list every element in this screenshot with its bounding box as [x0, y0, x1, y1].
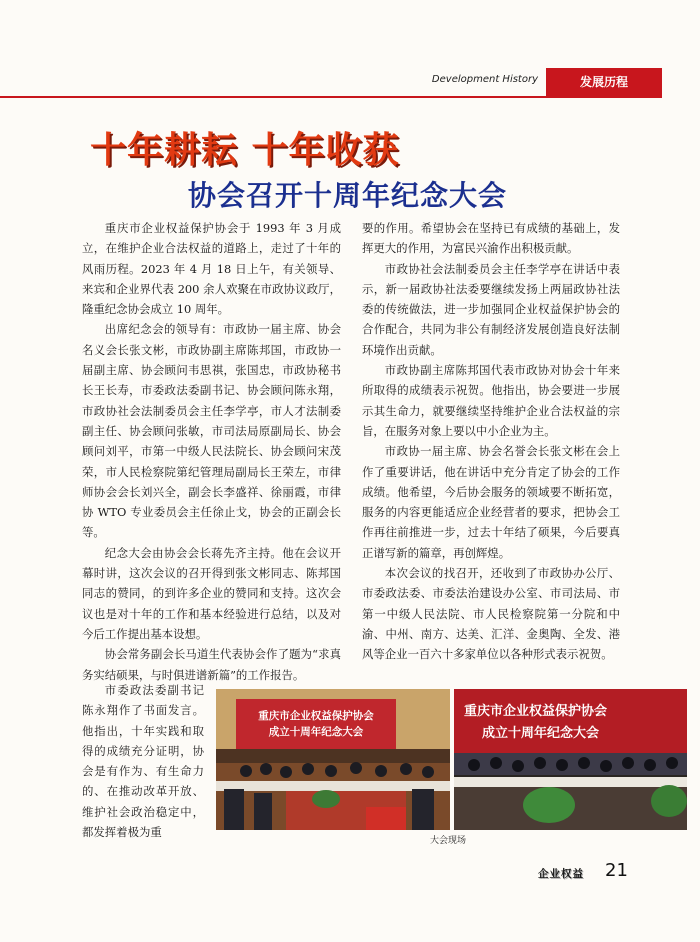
photo-caption: 大会现场 [430, 836, 467, 846]
paragraph: 协会常务副会长马道生代表协会作了题为“求真务实结硕果，与时俱进谱新篇”的工作报告。 [82, 647, 341, 682]
paragraph: 要的作用。希望协会在坚持已有成绩的基础上，发挥更大的作用，为富民兴渝作出积极贡献。 [362, 221, 620, 256]
paragraph: 市委政法委副书记陈永翔作了书面发言。他指出，十年实践和取得的成绩充分证明，协会是有作为、有生命力的、在推动改革开放、维护社会政治稳定中，都发挥着极为重 [82, 683, 204, 840]
left-column [82, 218, 341, 685]
paragraph: 出席纪念会的领导有：市政协一届主席、协会名义会长张文彬，市政协副主席陈邦国，市政协一届副主席、协会顾问韦思祺，张国忠，市政协秘书长王长寿，市委政法委副书记、协会顾问陈永翔，市政协社会法制委员会主任李学亭，市人才法制委副主任、协会顾问张敏，市司法局原副局长、协会顾问刘平，市第一中级人民法院长、协会顾问宋茂荣，市人民检察院第纪管理局副局长王荣左，市律师协会会长刘兴全，副会长李盛祥、徐丽霞，市律协 WTO 专业委员会主任徐止戈，协会的正副会长等。 [82, 322, 341, 540]
page-number: 21 [605, 860, 628, 881]
paragraph: 市政协社会法制委员会主任李学亭在讲话中表示，新一届政协社法委要继续发扬上两届政协社法委的传统做法，进一步加强同企业权益保护协会的合作配合，共同为非公有制经济发展创造良好法制环境作出贡献。 [362, 261, 620, 357]
article-subheadline: 协会召开十周年纪念大会 [188, 179, 508, 212]
magazine-name: 企业权益 [538, 868, 584, 880]
paragraph: 重庆市企业权益保护协会于 1993 年 3 月成立，在维护企业合法权益的道路上，走过了十年的风雨历程。2023 年 4 月 18 日上午，有关领导、来宾和企业界代表 200 余人欢聚在市政协议政厅，隆重纪念协会成立 10 周年。 [82, 221, 341, 317]
meeting-photo-left [216, 689, 450, 830]
paragraph: 市政协副主席陈邦国代表市政协对协会十年来所取得的成绩表示祝贺。他指出，协会要进一步展示其生命力，就要继续坚持维护企业合法权益的宗旨，在服务对象上要以中小企业为主。 [362, 363, 620, 438]
right-column [362, 218, 620, 665]
paragraph: 纪念大会由协会会长蒋先齐主持。他在会议开幕时讲，这次会议的召开得到张文彬同志、陈邦国同志的赞同，的到许多企业的赞同和支持。这次会议也是对十年的工作和基本经验进行总结，以及对今后工作提出基本设想。 [82, 545, 341, 641]
paragraph: 市政协一届主席、协会名誉会长张文彬在会上作了重要讲话，他在讲话中充分肯定了协会的工作成绩。他希望，今后协会服务的领域要不断拓宽，服务的内容更能适应企业经营者的要求，把协会工作再往前推进一步，过去十年结了硕果，今后要真正谱写新的篇章，再创辉煌。 [362, 444, 620, 560]
narrow-column [82, 680, 204, 842]
banner-text: 重庆市企业权益保护协会 [258, 710, 374, 722]
article-headline: 十年耕耘 十年收获 [90, 130, 400, 171]
banner-text: 成立十周年纪念大会 [482, 726, 600, 741]
section-title-english: Development History [431, 74, 538, 85]
banner-text: 成立十周年纪念大会 [268, 726, 364, 738]
section-tab: 发展历程 [546, 68, 662, 96]
meeting-photo-right [454, 689, 687, 830]
paragraph: 本次会议的找召开，还收到了市政协办公厅、市委政法委、市委法治建设办公室、市司法局、市第一中级人民法院、市人民检察院第一分院和中渝、中州、南方、达美、汇洋、金奥陶、全发、港风等企业一百六十多家单位以各种形式表示祝贺。 [362, 566, 620, 662]
header-rule [0, 96, 662, 98]
banner-text: 重庆市企业权益保护协会 [464, 704, 608, 719]
